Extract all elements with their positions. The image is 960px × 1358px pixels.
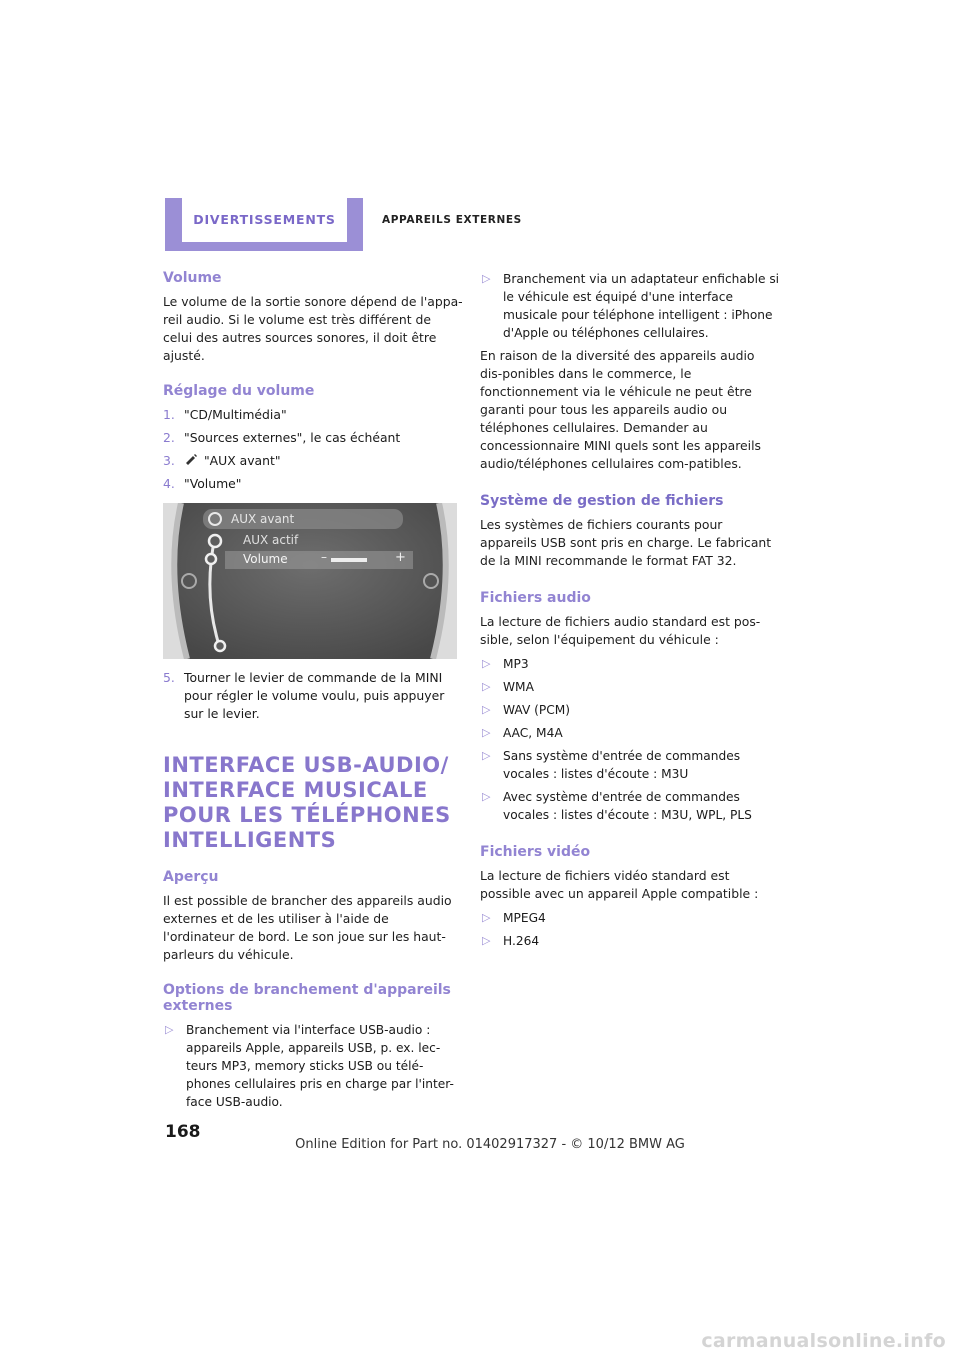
systeme-heading: Système de gestion de fichiers (480, 493, 724, 509)
list-item (480, 655, 780, 673)
bullet-marker: ▷ (482, 749, 491, 762)
bullet-text: Branchement via un adaptateur enfichable si le véhicule est équipé d'une interface musicale pour téléphone intelligent : iPhone d'Apple ou téléphones cellulaires. (503, 272, 780, 340)
step-text-wrap (184, 452, 463, 470)
bullet-marker: ▷ (482, 657, 491, 670)
bullet-marker: ▷ (482, 934, 491, 947)
screen-minus: – (321, 550, 327, 564)
bullet-text: WMA (503, 680, 534, 694)
footer-edition: Online Edition for Part no. 01402917327 - © 10/12 BMW AG (295, 1137, 685, 1152)
step-text: "Sources externes", le cas échéant (184, 430, 401, 445)
bullet-text: Branchement via l'interface USB-audio : appareils Apple, appareils USB, p. ex. lec-teurs MP3, memory sticks USB ou télé-phones cellulaires pris en charge par l'inter-face USB-audio. (186, 1023, 454, 1109)
display-screenshot (163, 503, 457, 659)
volume-heading: Volume (163, 270, 222, 286)
header-tab (165, 198, 363, 251)
header-tab-inner (182, 198, 347, 242)
systeme-text: Les systèmes de fichiers courants pour appareils USB sont pris en charge. Le fabricant de la MINI recommande le format FAT 32. (480, 517, 772, 568)
step-text: Tourner le levier de commande de la MINI pour régler le volume voulu, puis appuyer sur le levier. (184, 670, 445, 721)
left-column (163, 270, 463, 1116)
watermark: carmanualsonline.info (701, 1330, 946, 1352)
screen-title: AUX avant (231, 512, 295, 526)
screen-item-volume: Volume (243, 552, 288, 566)
list-item (480, 788, 780, 824)
volume-text: Le volume de la sortie sonore dépend de l'appa-reil audio. Si le volume est très différent de celui des autres sources sonores, il doit être ajusté. (163, 294, 463, 363)
bullet-text: H.264 (503, 934, 540, 948)
pen-icon (184, 452, 200, 470)
bullet-marker: ▷ (482, 272, 491, 285)
step-number: 1. (163, 407, 175, 422)
audio-heading: Fichiers audio (480, 590, 591, 606)
video-text: La lecture de fichiers vidéo standard est possible avec un appareil Apple compatible : (480, 868, 759, 901)
bullet-marker: ▷ (165, 1023, 174, 1036)
list-item (480, 270, 780, 342)
step-text: "AUX avant" (203, 453, 281, 468)
list-item (480, 932, 780, 950)
page-number: 168 (165, 1122, 201, 1142)
list-item (480, 909, 780, 927)
step-text: "CD/Multimédia" (184, 407, 287, 422)
usb-audio-heading: INTERFACE USB-AUDIO/ INTERFACE MUSICALE POUR LES TÉLÉPHONES INTELLIGENTS (163, 753, 451, 852)
step-5 (163, 669, 463, 723)
bullet-text: Avec système d'entrée de commandes vocales : listes d'écoute : M3U, WPL, PLS (503, 790, 752, 822)
step-2 (163, 429, 463, 447)
bullet-text: MPEG4 (503, 911, 546, 925)
bullet-marker: ▷ (482, 680, 491, 693)
header-chapter-title: APPAREILS EXTERNES (382, 214, 522, 226)
bullet-text: MP3 (503, 657, 529, 671)
bullet-text: Sans système d'entrée de commandes vocales : listes d'écoute : M3U (503, 749, 741, 781)
bullet-marker: ▷ (482, 911, 491, 924)
list-item (163, 1021, 463, 1111)
step-1 (163, 406, 463, 424)
list-item (480, 747, 780, 783)
apercu-heading: Aperçu (163, 869, 219, 885)
list-item (480, 678, 780, 696)
apercu-text: Il est possible de brancher des appareils audio externes et de les utiliser à l'aide de l'ordinateur de bord. Le son joue sur les haut-parleurs du véhicule. (163, 893, 452, 962)
list-item (480, 724, 780, 742)
step-3 (163, 452, 463, 470)
list-item (480, 701, 780, 719)
header-section-title: DIVERTISSEMENTS (193, 212, 336, 227)
screen-plus: + (395, 550, 406, 565)
step-4 (163, 475, 463, 493)
bullet-marker: ▷ (482, 790, 491, 803)
bullet-marker: ▷ (482, 703, 491, 716)
step-number: 2. (163, 430, 175, 445)
bullet-text: AAC, M4A (503, 726, 563, 740)
step-number: 5. (163, 670, 175, 685)
screen-item-aux-actif: AUX actif (243, 533, 299, 547)
step-text: "Volume" (184, 476, 242, 491)
diversite-text: En raison de la diversité des appareils audio dis-ponibles dans le commerce, le fonctionnement via le véhicule ne peut être garanti pour tous les appareils audio ou téléphones cellulaires. Demander au concessionnaire MINI quels sont les appareils audio/téléphones cellulaires com-patibles. (480, 348, 761, 471)
step-number: 4. (163, 476, 175, 491)
bullet-marker: ▷ (482, 726, 491, 739)
bullet-text: WAV (PCM) (503, 703, 571, 717)
video-heading: Fichiers vidéo (480, 844, 591, 860)
reglage-heading: Réglage du volume (163, 383, 315, 399)
right-column (480, 270, 780, 955)
audio-text: La lecture de fichiers audio standard est pos-sible, selon l'équipement du véhicule : (480, 614, 761, 647)
options-heading: Options de branchement d'appareils externes (163, 982, 451, 1014)
step-number: 3. (163, 453, 175, 468)
